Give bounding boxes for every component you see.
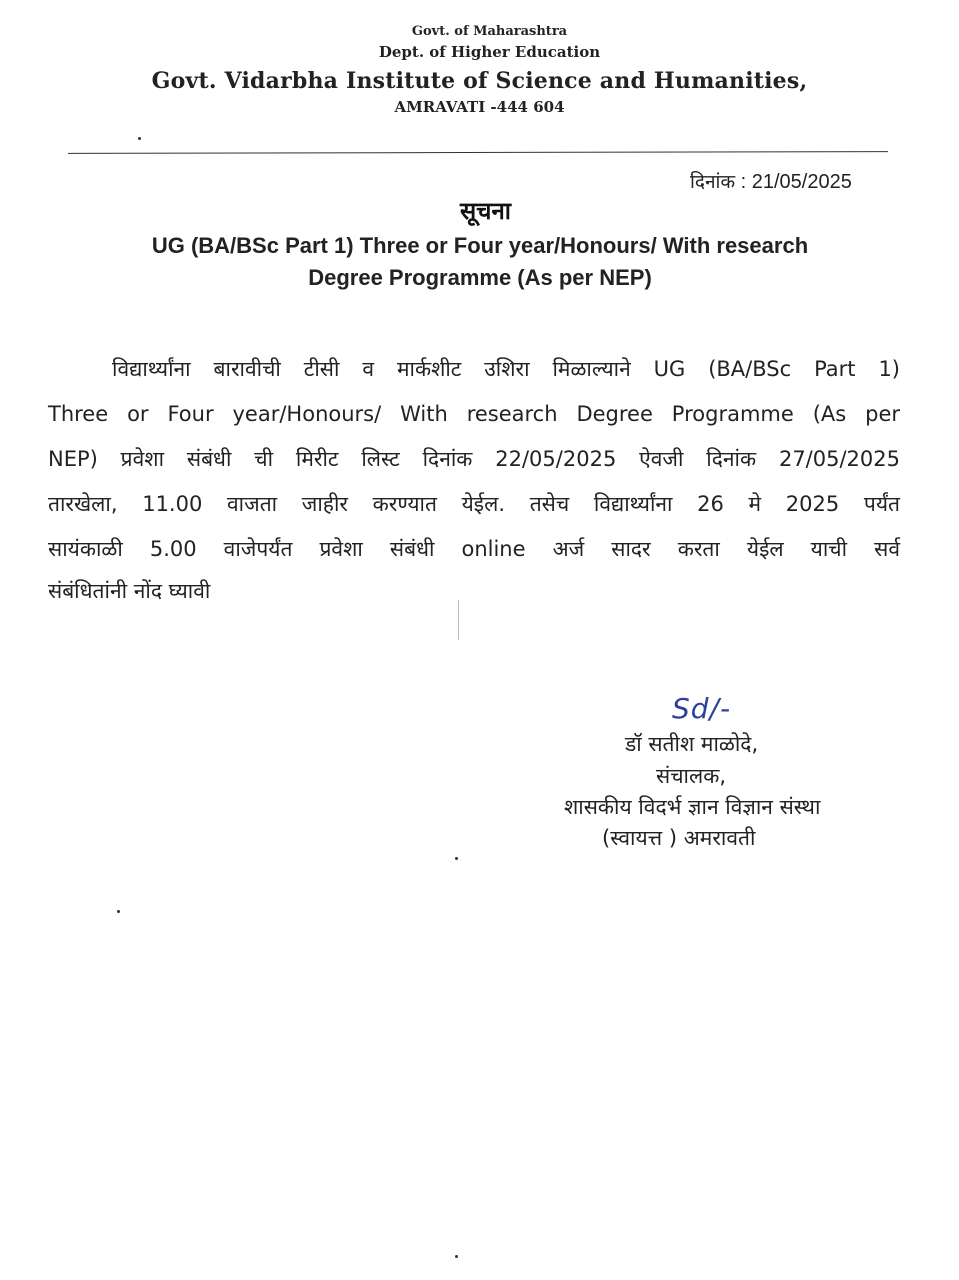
notice-title: सूचना (460, 197, 511, 225)
body-line-5: सायंकाळी 5.00 वाजेपर्यंत प्रवेशा संबंधी online अर्ज सादर करता येईल याची सर्व (48, 537, 900, 561)
body-line-4: तारखेला, 11.00 वाजता जाहीर करण्यात येईल. तसेच विद्यार्थ्यांना 26 मे 2025 पर्यंत (48, 492, 900, 516)
notice-date (690, 168, 852, 194)
scan-speck (455, 1255, 458, 1258)
header-dept: Dept. of Higher Education (378, 43, 601, 61)
header-address: AMRAVATI -444 604 (394, 98, 565, 116)
signature-mark: Sd/- (672, 692, 732, 725)
header-institute: Govt. Vidarbha Institute of Science and Humanities, (151, 68, 808, 94)
signatory-designation: संचालक, (656, 764, 727, 788)
signatory-name: डॉ सतीश माळोदे, (625, 732, 759, 756)
scan-speck (117, 910, 120, 913)
scan-speck (138, 137, 141, 140)
signatory-city: (स्वायत्त ) अमरावती (602, 826, 756, 850)
date-label: दिनांक (690, 171, 736, 193)
scan-speck (455, 857, 458, 860)
body-line-3: NEP) प्रवेशा संबंधी ची मिरीट लिस्ट दिनांक 22/05/2025 ऐवजी दिनांक 27/05/2025 (48, 447, 900, 471)
header-divider (68, 151, 888, 154)
scan-mark (458, 600, 459, 640)
header-govt: Govt. of Maharashtra (411, 24, 568, 39)
body-line-1: विद्यार्थ्यांना बारावीची टीसी व मार्कशीट उशिरा मिळाल्याने UG (BA/BSc Part 1) (112, 357, 900, 381)
body-line-2: Three or Four year/Honours/ With research Degree Programme (As per (48, 402, 900, 426)
signatory-organisation: शासकीय विदर्भ ज्ञान विज्ञान संस्था (564, 795, 821, 819)
subject-line-2: Degree Programme (As per NEP) (308, 265, 652, 290)
date-value: : 21/05/2025 (740, 171, 852, 193)
subject-line-1: UG (BA/BSc Part 1) Three or Four year/Honours/ With research (151, 233, 809, 258)
body-line-6: संबंधितांनी नोंद घ्यावी (48, 579, 211, 603)
notice-subject (90, 230, 870, 294)
